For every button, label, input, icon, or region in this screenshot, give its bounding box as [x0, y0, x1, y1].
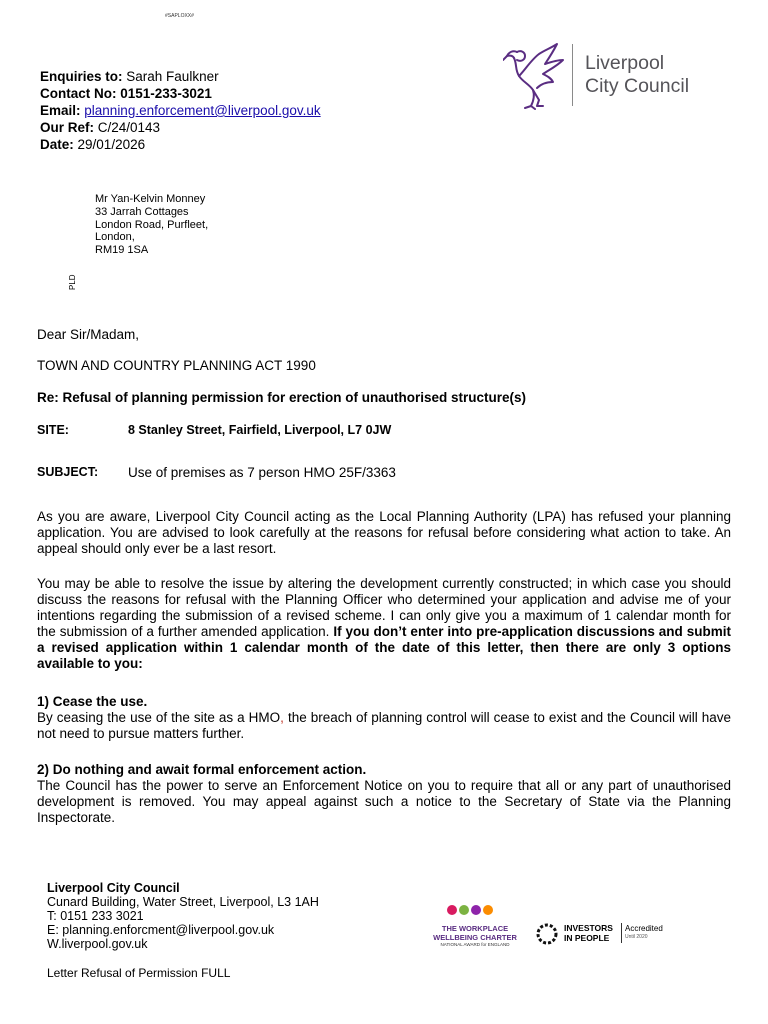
site-label: SITE: [37, 423, 69, 437]
liver-bird-logo-icon [503, 40, 567, 110]
pld-mark: PLD [68, 274, 77, 290]
council-logo-text: Liverpool City Council [585, 52, 690, 97]
contact-line: Contact No: 0151-233-3021 [40, 86, 212, 101]
enquiries-block [40, 68, 321, 153]
iip-ring-icon [535, 922, 559, 946]
option-1-title: 1) Cease the use. [37, 694, 148, 709]
iip-divider [621, 923, 622, 943]
option-2-title: 2) Do nothing and await formal enforcement action. [37, 762, 367, 777]
enquiries-line: Enquiries to: Sarah Faulkner [40, 69, 219, 84]
footer-address: Liverpool City Council Cunard Building, Water Street, Liverpool, L3 1AH T: 0151 233 3021 E: planning.enforcment@liverpool.gov.uk W.liverpool.gov.uk [47, 881, 319, 951]
option-1: 1) Cease the use. By ceasing the use of the site as a HMO, the breach of planning control will cease to exist and the Council will have not need to pursue matters further. [37, 694, 731, 741]
subject-label: SUBJECT: [37, 465, 99, 479]
act-title: TOWN AND COUNTRY PLANNING ACT 1990 [37, 358, 316, 373]
document-reference: Letter Refusal of Permission FULL [47, 966, 231, 980]
salutation: Dear Sir/Madam, [37, 327, 140, 342]
subject-value: Use of premises as 7 person HMO 25F/3363 [128, 465, 396, 480]
option-2: 2) Do nothing and await formal enforcement action. The Council has the power to serve an Enforcement Notice on you to require that all or any part of unauthorised development is removed. You may appeal against such a notice to the Secretary of State via the Planning Inspectorate. [37, 762, 731, 825]
site-value: 8 Stanley Street, Fairfield, Liverpool, L7 0JW [128, 423, 392, 437]
wellbeing-charter-logo: THE WORKPLACE WELLBEING CHARTER NATIONAL AWARD for ENGLAND [430, 902, 520, 948]
email-line: Email: planning.enforcement@liverpool.gov.uk [40, 103, 321, 118]
logo-divider [572, 44, 573, 106]
paragraph-resolve: You may be able to resolve the issue by altering the development currently constructed; in which case you should discuss the reasons for refusal with the Planning Officer who determined your application and advise me of your intentions regarding the submission of a revised scheme. I can only give you a maximum of 1 calendar month for the submission of a further amended application. If you don’t enter into pre-application discussions and submit a revised application within 1 calendar month of the date of this letter, then there are only 3 options available to you: [37, 576, 731, 671]
paragraph-refusal: As you are aware, Liverpool City Council acting as the Local Planning Authority (LPA) has refused your planning application. You are advised to look carefully at the reasons for refusal before considering what action to take. An appeal should only ever be a last resort. [37, 509, 731, 556]
paragraph-warning: If you don’t enter into pre-application discussions and submit a revised application within 1 calendar month of the date of this letter, then there are only 3 options available to you: [37, 624, 731, 671]
date-line: Date: 29/01/2026 [40, 137, 146, 152]
re-heading: Re: Refusal of planning permission for erection of unauthorised structure(s) [37, 390, 527, 405]
investors-in-people-logo: INVESTORS IN PEOPLE Accredited Until 2020 [535, 920, 675, 948]
email-link[interactable]: planning.enforcement@liverpool.gov.uk [84, 103, 321, 118]
recipient-address: Mr Yan-Kelvin Monney 33 Jarrah Cottages London Road, Purfleet, London, RM19 1SA [95, 193, 209, 257]
document-code: #SAPLOXX# [165, 13, 194, 19]
flower-icon [430, 902, 520, 920]
ref-line: Our Ref: C/24/0143 [40, 120, 161, 135]
